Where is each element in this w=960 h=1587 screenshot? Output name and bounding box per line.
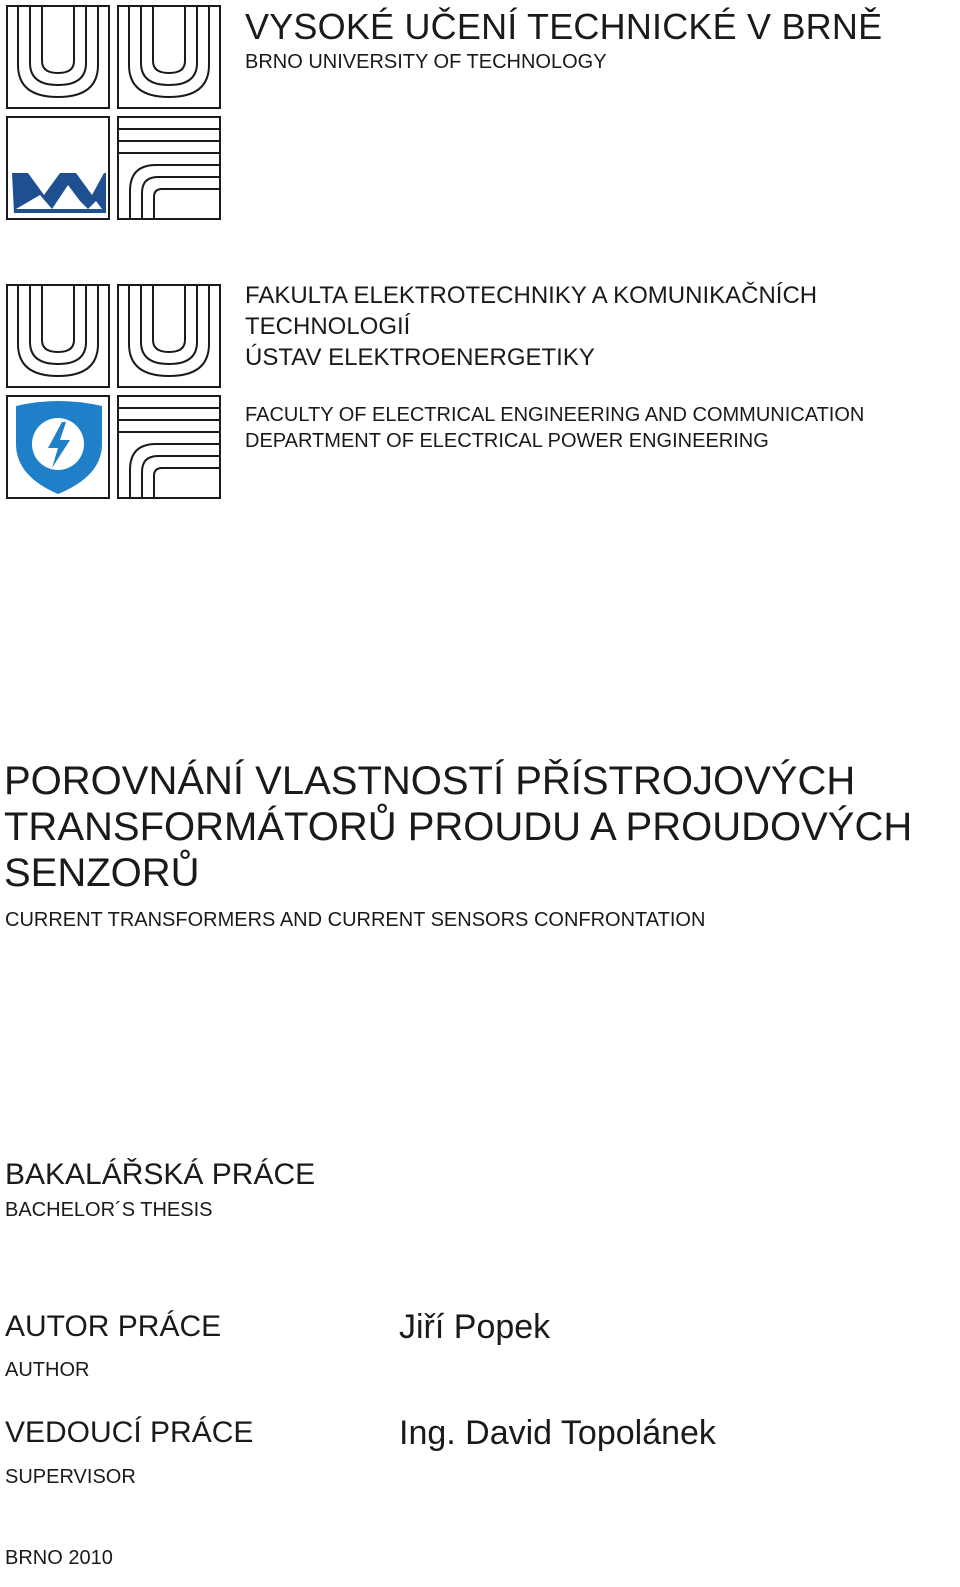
- faculty-name-en: FACULTY OF ELECTRICAL ENGINEERING AND COMMUNICATION: [245, 404, 865, 426]
- faculty-name-cz-line1: FAKULTA ELEKTROTECHNIKY A KOMUNIKAČNÍCH: [245, 282, 818, 309]
- place-year: BRNO 2010: [5, 1547, 113, 1569]
- thesis-type-cz: BAKALÁŘSKÁ PRÁCE: [5, 1158, 316, 1191]
- faculty-name-cz-line2: TECHNOLOGIÍ: [245, 313, 411, 340]
- supervisor-name: Ing. David Topolánek: [399, 1414, 716, 1452]
- department-name-cz: ÚSTAV ELEKTROENERGETIKY: [245, 344, 595, 371]
- author-label-cz: AUTOR PRÁCE: [5, 1310, 222, 1343]
- university-name-cz: VYSOKÉ UČENÍ TECHNICKÉ V BRNĚ: [245, 6, 883, 47]
- author-name: Jiří Popek: [399, 1308, 551, 1346]
- supervisor-label-en: SUPERVISOR: [5, 1466, 136, 1488]
- supervisor-label-cz: VEDOUCÍ PRÁCE: [5, 1416, 254, 1449]
- university-name-en: BRNO UNIVERSITY OF TECHNOLOGY: [245, 51, 607, 73]
- thesis-type-en: BACHELOR´S THESIS: [5, 1199, 213, 1221]
- thesis-title-cz: POROVNÁNÍ VLASTNOSTÍ PŘÍSTROJOVÝCH TRANSFORMÁTORŮ PROUDU A PROUDOVÝCH SENZORŮ: [4, 759, 913, 895]
- author-label-en: AUTHOR: [5, 1359, 90, 1381]
- department-name-en: DEPARTMENT OF ELECTRICAL POWER ENGINEERING: [245, 430, 769, 452]
- university-logo: [6, 5, 222, 221]
- faculty-logo: [6, 284, 222, 500]
- thesis-title-en: CURRENT TRANSFORMERS AND CURRENT SENSORS CONFRONTATION: [5, 909, 706, 931]
